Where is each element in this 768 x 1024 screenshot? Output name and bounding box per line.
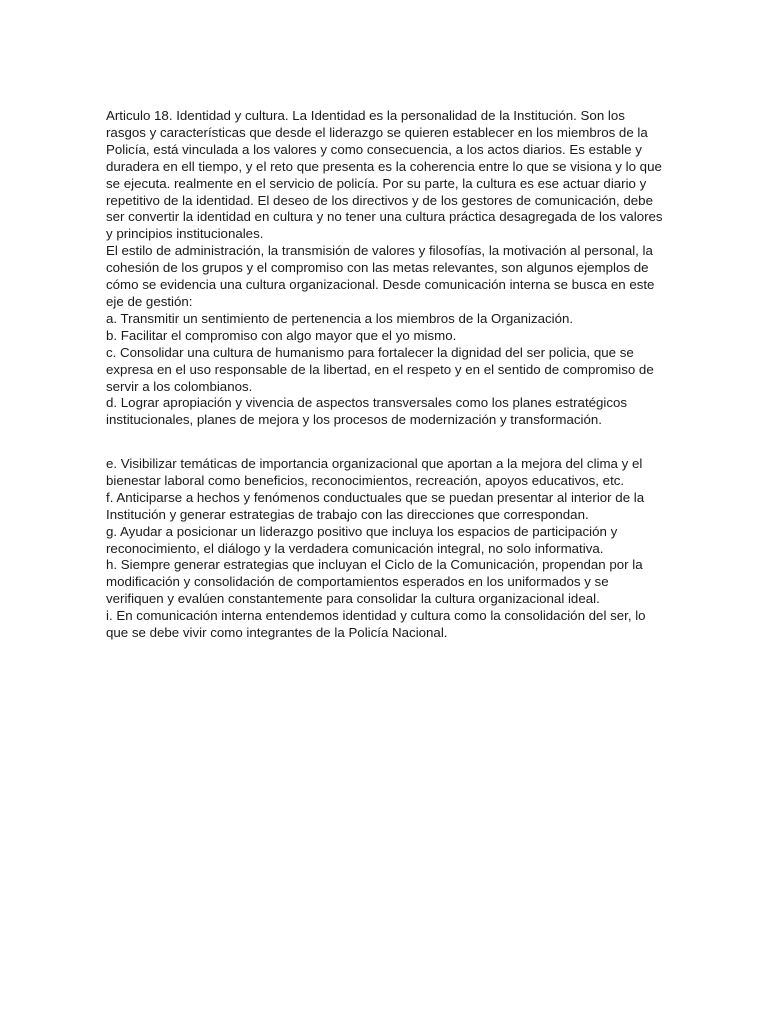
text-block-first [106,108,666,429]
list-item-h: h. Siempre generar estrategias que incluyan el Ciclo de la Comunicación, propendan por la modificación y consolidación de comportamientos esperados en los uniformados y se verifiquen y evalúen constantemente para consolidar la cultura organizacional ideal. [106,557,643,607]
list-item-f: f. Anticiparse a hechos y fenómenos conductuales que se puedan presentar al interior de la Institución y generar estrategias de trabajo con las direcciones que correspondan. [106,489,645,522]
paragraph-administration-style: El estilo de administración, la transmisión de valores y filosofías, la motivación al personal, la cohesión de los grupos y el compromiso con las metas relevantes, son algunos ejemplos de cómo se evidencia una cultura organizacional. Desde comunicación interna se busca en este eje de gestión: [106,243,655,309]
list-item-c: c. Consolidar una cultura de humanismo para fortalecer la dignidad del ser policia, que se expresa en el uso responsable de la libertad, en el respeto y en el sentido de compromiso de servir a los colombianos. [106,344,654,394]
list-item-a: a. Transmitir un sentimiento de pertenencia a los miembros de la Organización. [106,310,574,326]
paragraph-article-18: Articulo 18. Identidad y cultura. La Identidad es la personalidad de la Institución. Son los rasgos y características que desde el liderazgo se quieren establecer en los miembros de la Policía, está vinculada a los valores y como consecuencia, a los actos diarios. Es estable y duradera en ell tiempo, y el reto que presenta es la coherencia entre lo que se visiona y lo que se ejecuta. realmente en el servicio de policía. Por su parte, la cultura es ese actuar diario y repetitivo de la identidad. El deseo de los directivos y de los gestores de comunicación, debe ser convertir la identidad en cultura y no tener una cultura práctica desagregada de los valores y principios institucionales. [106,108,663,242]
list-item-d: d. Lograr apropiación y vivencia de aspectos transversales como los planes estratégicos institucionales, planes de mejora y los procesos de modernización y transformación. [106,395,628,428]
list-item-b: b. Facilitar el compromiso con algo mayor que el yo mismo. [106,327,457,343]
list-item-g: g. Ayudar a posicionar un liderazgo positivo que incluya los espacios de participación y reconocimiento, el diálogo y la verdadera comunicación integral, no solo informativa. [106,523,618,556]
list-item-i: i. En comunicación interna entendemos identidad y cultura como la consolidación del ser, lo que se debe vivir como integrantes de la Policía Nacional. [106,608,646,641]
text-block-second [106,456,666,642]
list-item-e: e. Visibilizar temáticas de importancia organizacional que aportan a la mejora del clima y el bienestar laboral como beneficios, reconocimientos, recreación, apoyos educativos, etc. [106,456,643,488]
